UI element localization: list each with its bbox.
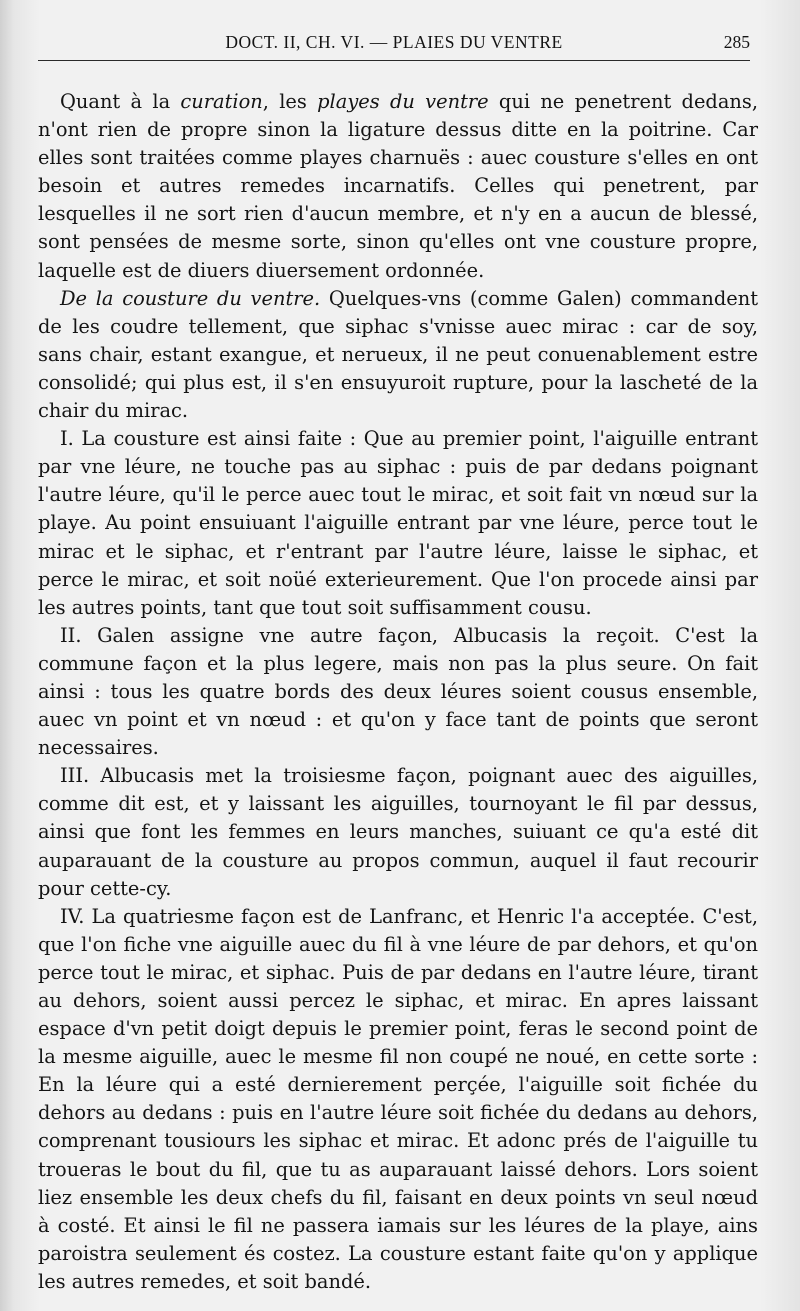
page-number: 285 xyxy=(723,32,750,52)
paragraph-method-4: IV. La quatriesme façon est de Lanfranc, et Henric l'a acceptée. C'est, que l'on fiche vne aiguille auec du fil à vne léure de par dehors, et qu'on perce tout le mirac, et siphac. Puis de par dedans en l'autre léure, tirant au dehors, soient aussi percez le siphac, et mirac. En apres laissant espace d'vn petit doigt depuis le premier point, feras le second point de la mesme aiguille, auec le mesme fil non coupé ne noué, en cette sorte : En la léure qui a esté dernierement perçée, l'aiguille soit fichée du dehors au dedans : puis en l'autre léure soit fichée du dedans au dehors, comprenant tousiours les siphac et mirac. Et adonc prés de l'aiguille tu troueras le bout du fil, que tu as auparauant laissé dehors. Lors soient liez ensemble les deux chefs du fil, faisant en deux points vn seul nœud à costé. Et ainsi le fil ne passera iamais sur les léures de la playe, ains paroistra seulement és costez. La cousture estant faite qu'on y applique les autres remedes, et soit bandé. xyxy=(38,904,758,1293)
paragraph-method-3: III. Albucasis met la troisiesme façon, poignant auec des aiguilles, comme dit est, et y laissant les aiguilles, tournoyant le fil par dessus, ainsi que font les femmes en leurs manches, suiuant ce qu'a esté dit auparauant de la cousture au propos commun, auquel il faut recourir pour cette-cy. xyxy=(38,764,758,900)
paragraph-text: Quant à la xyxy=(60,90,181,113)
paragraph-method-2: II. Galen assigne vne autre façon, Albucasis la reçoit. C'est la commune façon et la plus legere, mais non pas la plus seure. On fait ainsi : tous les quatre bords des deux léures soient cousus ensemble, auec vn point et vn nœud : et qu'on y face tant de points que seront necessaires. xyxy=(38,623,758,760)
paragraph-method-1: I. La cousture est ainsi faite : Que au premier point, l'aiguille entrant par vne léure, ne touche pas au siphac : puis de par dedans poignant l'autre léure, qu'il le perce auec tout le mirac, et soit fait vn nœud sur la playe. Au point ensuiuant l'aiguille entrant par vne léure, perce tout le mirac et le siphac, et r'entrant par l'autre léure, laisse le siphac, et perce le mirac, et soit noüé exterieurement. Que l'on procede ainsi par les autres points, tant que tout soit suffisamment cousu. xyxy=(38,427,758,619)
paragraph-cousture-du-ventre xyxy=(38,285,758,425)
section-heading: De la cousture du ventre. xyxy=(60,286,321,310)
paragraph-text: qui ne penetrent dedans, n'ont rien de propre sinon la ligature dessus ditte en la poitrine. Car elles sont traitées comme playes charnuës : auec cousture s'elles en ont besoin et autres remedes incarnatifs. Celles qui penetrent, par lesquelles il ne sort rien d'aucun membre, et n'y en a aucun de blessé, sont pensées de mesme sorte, sinon qu'elles ont vne cousture propre, laquelle est de diuers diuersement ordonnée. xyxy=(38,90,758,282)
body-text xyxy=(38,88,758,1296)
paragraph-curation xyxy=(38,88,758,285)
running-head: DOCT. II, CH. VI. — PLAIES DU VENTRE xyxy=(225,32,563,52)
paragraph-text: , les xyxy=(262,90,318,113)
emphasis-curation: curation xyxy=(180,90,263,113)
emphasis-playes-du-ventre: playes du ventre xyxy=(317,90,489,113)
paragraph-text: Quelques-vns (comme Galen) commandent de les coudre tellement, que siphac s'vnisse auec mirac : car de soy, sans chair, estant exangue, et nerueux, il ne peut conuenablement estre consolidé; qui plus est, il s'en ensuyuroit rupture, pour la lascheté de la chair du mirac. xyxy=(38,286,758,423)
page-header xyxy=(38,30,750,61)
